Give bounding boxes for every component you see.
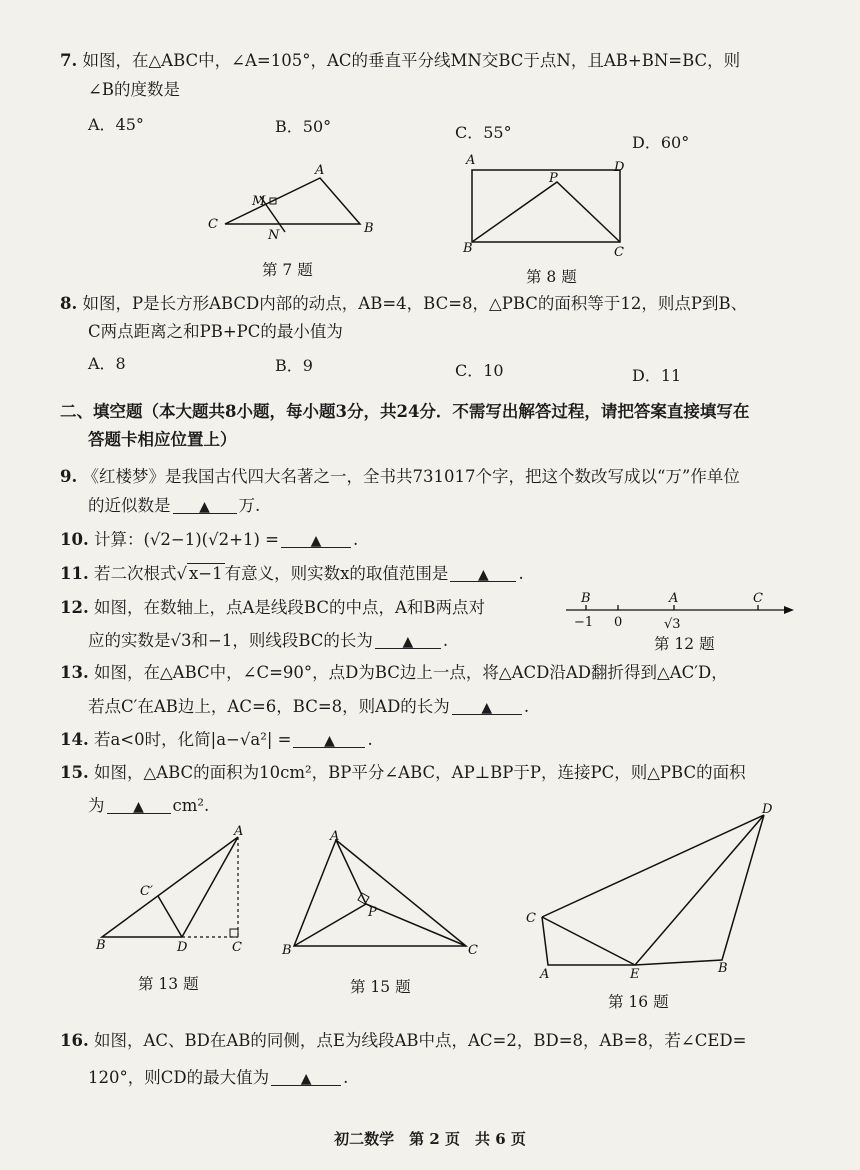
q13-text: 若点C′在AB边上，AC=6，BC=8，则AD的长为 (88, 697, 450, 716)
q16-number: 16. (60, 1031, 89, 1050)
svg-text:D: D (762, 802, 773, 817)
axis-tick-sqrt3: √3 (664, 617, 681, 632)
svg-text:D: D (614, 160, 625, 175)
q14-line (60, 729, 373, 751)
q7-caption: 第 7 题 (262, 261, 313, 279)
q12-line2 (88, 630, 448, 652)
q16-answer-blank[interactable] (271, 1067, 341, 1086)
q11-text-a: 若二次根式 (93, 564, 177, 583)
q15-text: 为 (88, 796, 105, 815)
section2-heading: 二、填空题（本大题共8小题，每小题3分，共24分．不需写出解答过程，请把答案直接填写在 (60, 402, 750, 421)
q13-answer-blank[interactable] (452, 696, 522, 715)
svg-text:P: P (368, 905, 377, 920)
section2-heading-cont: 答题卡相应位置上） (88, 430, 237, 449)
axis-label-b: B (581, 591, 591, 606)
q16-caption: 第 16 题 (608, 993, 669, 1011)
blank-triangle-icon: ▲ (300, 1071, 312, 1087)
q11-line: 11. 若二次根式√ x−1 有意义，则实数x的取值范围是 ▲ . (60, 564, 524, 583)
q8-caption: 第 8 题 (526, 268, 577, 286)
q13-figure (90, 825, 260, 960)
svg-text:B: B (364, 221, 374, 236)
svg-text:B: B (718, 961, 728, 976)
q13-line2 (88, 696, 529, 718)
q14-number: 14. (60, 730, 89, 749)
q9-stem: 《红楼梦》是我国古代四大名著之一，全书共731017个字，把这个数改写成以“万”作单位 (82, 467, 740, 486)
q15-line2 (88, 795, 209, 817)
q16-end: . (343, 1068, 349, 1087)
axis-label-c: C (753, 591, 763, 606)
q14-stem: 若a<0时，化简|a−√a²| = (93, 730, 292, 749)
axis-label-a: A (669, 591, 679, 606)
q11-end: . (518, 564, 524, 583)
q8-option-a: A．8 (88, 354, 126, 373)
q9-answer-blank[interactable] (173, 495, 237, 514)
q7-option-d: D．60° (632, 133, 690, 152)
svg-text:B: B (96, 938, 106, 953)
blank-triangle-icon: ▲ (133, 799, 144, 815)
q8-figure (460, 152, 640, 262)
svg-text:C: C (614, 245, 624, 260)
q10-end: . (352, 530, 359, 549)
q16-text: 120°，则CD的最大值为 (88, 1068, 270, 1087)
q11-answer-blank[interactable] (450, 563, 516, 582)
q15-number: 15. (60, 763, 89, 782)
svg-text:E: E (630, 967, 640, 980)
q7-figure (200, 160, 390, 260)
q14-end: . (367, 730, 373, 749)
svg-text:D: D (177, 940, 188, 955)
q8-option-c: C．10 (455, 361, 504, 380)
q16-figure (520, 800, 782, 980)
blank-triangle-icon: ▲ (402, 634, 414, 650)
svg-text:C: C (468, 943, 478, 958)
svg-text:N: N (268, 228, 280, 243)
svg-text:A: A (540, 967, 550, 980)
svg-text:A: A (466, 153, 476, 168)
q11-number: 11. (60, 564, 89, 583)
q11-text-b: 有意义，则实数x的取值范围是 (224, 564, 449, 583)
q12-number: 12. (60, 598, 89, 617)
page-footer: 初二数学 第 2 页 共 6 页 (334, 1130, 526, 1148)
svg-text:C: C (208, 217, 218, 232)
q16-line1 (60, 1030, 746, 1052)
q9-line1 (60, 466, 740, 488)
q8-line1 (60, 293, 747, 315)
q15-caption: 第 15 题 (350, 978, 411, 996)
q10-stem: 计算：(√2−1)(√2+1) = (93, 530, 279, 549)
q12-number-line (560, 588, 800, 636)
q11-radicand: x−1 (188, 564, 223, 583)
svg-text:P: P (549, 171, 558, 186)
q7-option-c: C．55° (455, 123, 512, 142)
svg-text:A: A (315, 163, 325, 178)
q13-number: 13. (60, 663, 89, 682)
q16-line2 (88, 1067, 348, 1089)
q14-answer-blank[interactable] (293, 729, 365, 748)
blank-triangle-icon: ▲ (478, 567, 489, 583)
axis-tick-zero: 0 (614, 615, 623, 630)
q15-answer-blank[interactable] (107, 795, 171, 814)
q12-end: . (442, 631, 449, 650)
q13-line1 (60, 662, 728, 684)
q8-number: 8. (60, 294, 78, 313)
q8-stem: 如图，P是长方形ABCD内部的动点，AB=4，BC=8，△PBC的面积等于12，则点P到B、 (82, 294, 748, 313)
q12-caption: 第 12 题 (654, 635, 715, 653)
q7-option-a: A．45° (88, 115, 144, 134)
q9-text: 的近似数是 (88, 496, 171, 515)
q8-line2: C两点距离之和PB+PC的最小值为 (88, 322, 343, 341)
q7-number: 7. (60, 51, 78, 70)
q7-line1 (60, 50, 740, 72)
q9-unit: 万. (238, 496, 261, 515)
svg-text:B: B (463, 241, 473, 256)
q9-line2 (88, 495, 260, 517)
q12-line1 (60, 597, 485, 619)
svg-text:A: A (234, 825, 244, 839)
q9-number: 9. (60, 467, 78, 486)
q10-answer-blank[interactable] (281, 529, 351, 548)
q12-text: 应的实数是√3和−1，则线段BC的长为 (88, 631, 373, 650)
q8-option-b: B．9 (275, 356, 313, 375)
q7-line2: ∠B的度数是 (88, 80, 180, 99)
q15-line1 (60, 762, 746, 784)
axis-tick-minus-one: −1 (574, 615, 594, 630)
svg-text:M: M (252, 194, 266, 209)
q12-stem: 如图，在数轴上，点A是线段BC的中点，A和B两点对 (93, 598, 485, 617)
q15-stem: 如图，△ABC的面积为10cm²，BP平分∠ABC，AP⊥BP于P，连接PC，则△PBC的面积 (93, 763, 746, 782)
svg-text:A: A (330, 830, 340, 844)
svg-text:C: C (232, 940, 242, 955)
blank-triangle-icon: ▲ (310, 533, 322, 549)
q10-line (60, 529, 358, 551)
q13-stem: 如图，在△ABC中，∠C=90°，点D为BC边上一点，将△ACD沿AD翻折得到△AC′D， (93, 663, 728, 682)
blank-triangle-icon: ▲ (324, 733, 335, 749)
q15-unit: cm². (172, 796, 210, 815)
svg-text:B: B (282, 943, 292, 958)
q13-caption: 第 13 题 (138, 975, 199, 993)
q8-option-d: D．11 (632, 366, 682, 385)
blank-triangle-icon: ▲ (481, 700, 493, 716)
svg-text:C: C (526, 911, 536, 926)
q10-number: 10. (60, 530, 89, 549)
q13-end: . (523, 697, 530, 716)
q15-figure (278, 830, 488, 960)
q12-answer-blank[interactable] (375, 630, 441, 649)
blank-triangle-icon: ▲ (199, 499, 210, 515)
q7-stem: 如图，在△ABC中，∠A=105°，AC的垂直平分线MN交BC于点N，且AB+BN=BC，则 (82, 51, 741, 70)
q16-stem: 如图，AC、BD在AB的同侧，点E为线段AB中点，AC=2，BD=8，AB=8，若∠CED= (93, 1031, 747, 1050)
svg-text:C′: C′ (140, 884, 153, 899)
q7-option-b: B．50° (275, 117, 332, 136)
